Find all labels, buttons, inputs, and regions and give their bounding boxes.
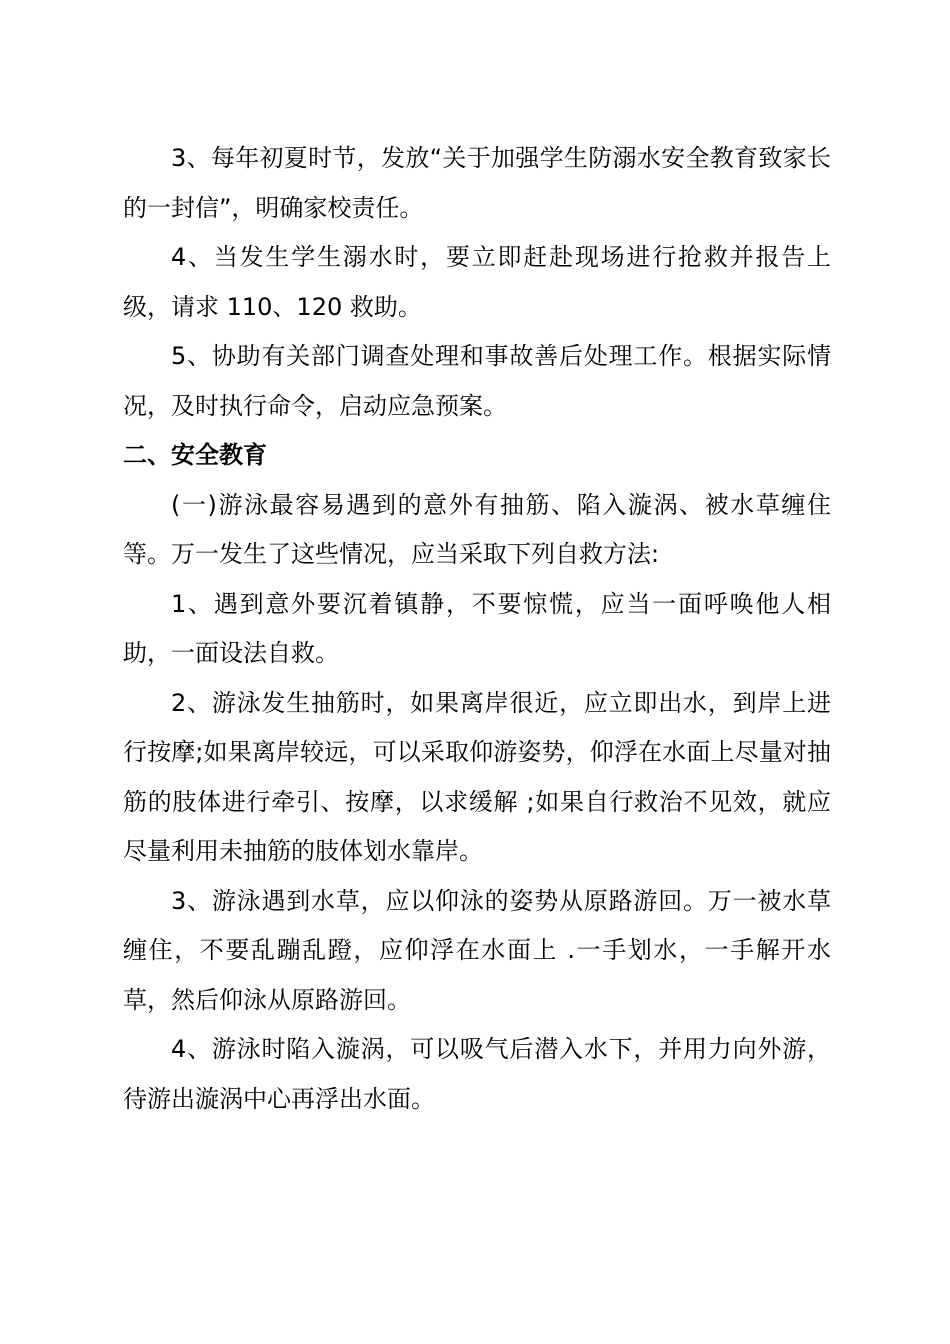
paragraph-self-rescue-1: 1、遇到意外要沉着镇静，不要惊慌，应当一面呼唤他人相助，一面设法自救。 <box>123 589 831 667</box>
paragraph-intro-swimming-accidents: (一)游泳最容易遇到的意外有抽筋、陷入漩涡、被水草缠住等。万一发生了这些情况，应当采取下列自救方法: <box>123 490 831 568</box>
paragraph-item-5: 5、协助有关部门调查处理和事故善后处理工作。根据实际情况，及时执行命令，启动应急预案。 <box>123 342 831 420</box>
paragraph-self-rescue-4: 4、游泳时陷入漩涡，可以吸气后潜入水下，并用力向外游，待游出漩涡中心再浮出水面。 <box>123 1035 831 1113</box>
section-heading-safety-education: 二、安全教育 <box>123 441 267 469</box>
paragraph-item-4: 4、当发生学生溺水时，要立即赶赴现场进行抢救并报告上级，请求 110、120 救助。 <box>123 243 831 321</box>
paragraph-item-3: 3、每年初夏时节，发放“关于加强学生防溺水安全教育致家长的一封信”，明确家校责任。 <box>123 144 831 222</box>
paragraph-self-rescue-3: 3、游泳遇到水草，应以仰泳的姿势从原路游回。万一被水草缠住，不要乱蹦乱蹬，应仰浮在水面上 .一手划水，一手解开水草，然后仰泳从原路游回。 <box>123 886 831 1014</box>
paragraph-self-rescue-2: 2、游泳发生抽筋时，如果离岸很近，应立即出水，到岸上进行按摩;如果离岸较远，可以采取仰游姿势，仰浮在水面上尽量对抽筋的肢体进行牵引、按摩，以求缓解 ;如果自行救治不见效，就应尽量利用未抽筋的肢体划水靠岸。 <box>123 688 831 865</box>
document-body <box>123 134 831 1124</box>
